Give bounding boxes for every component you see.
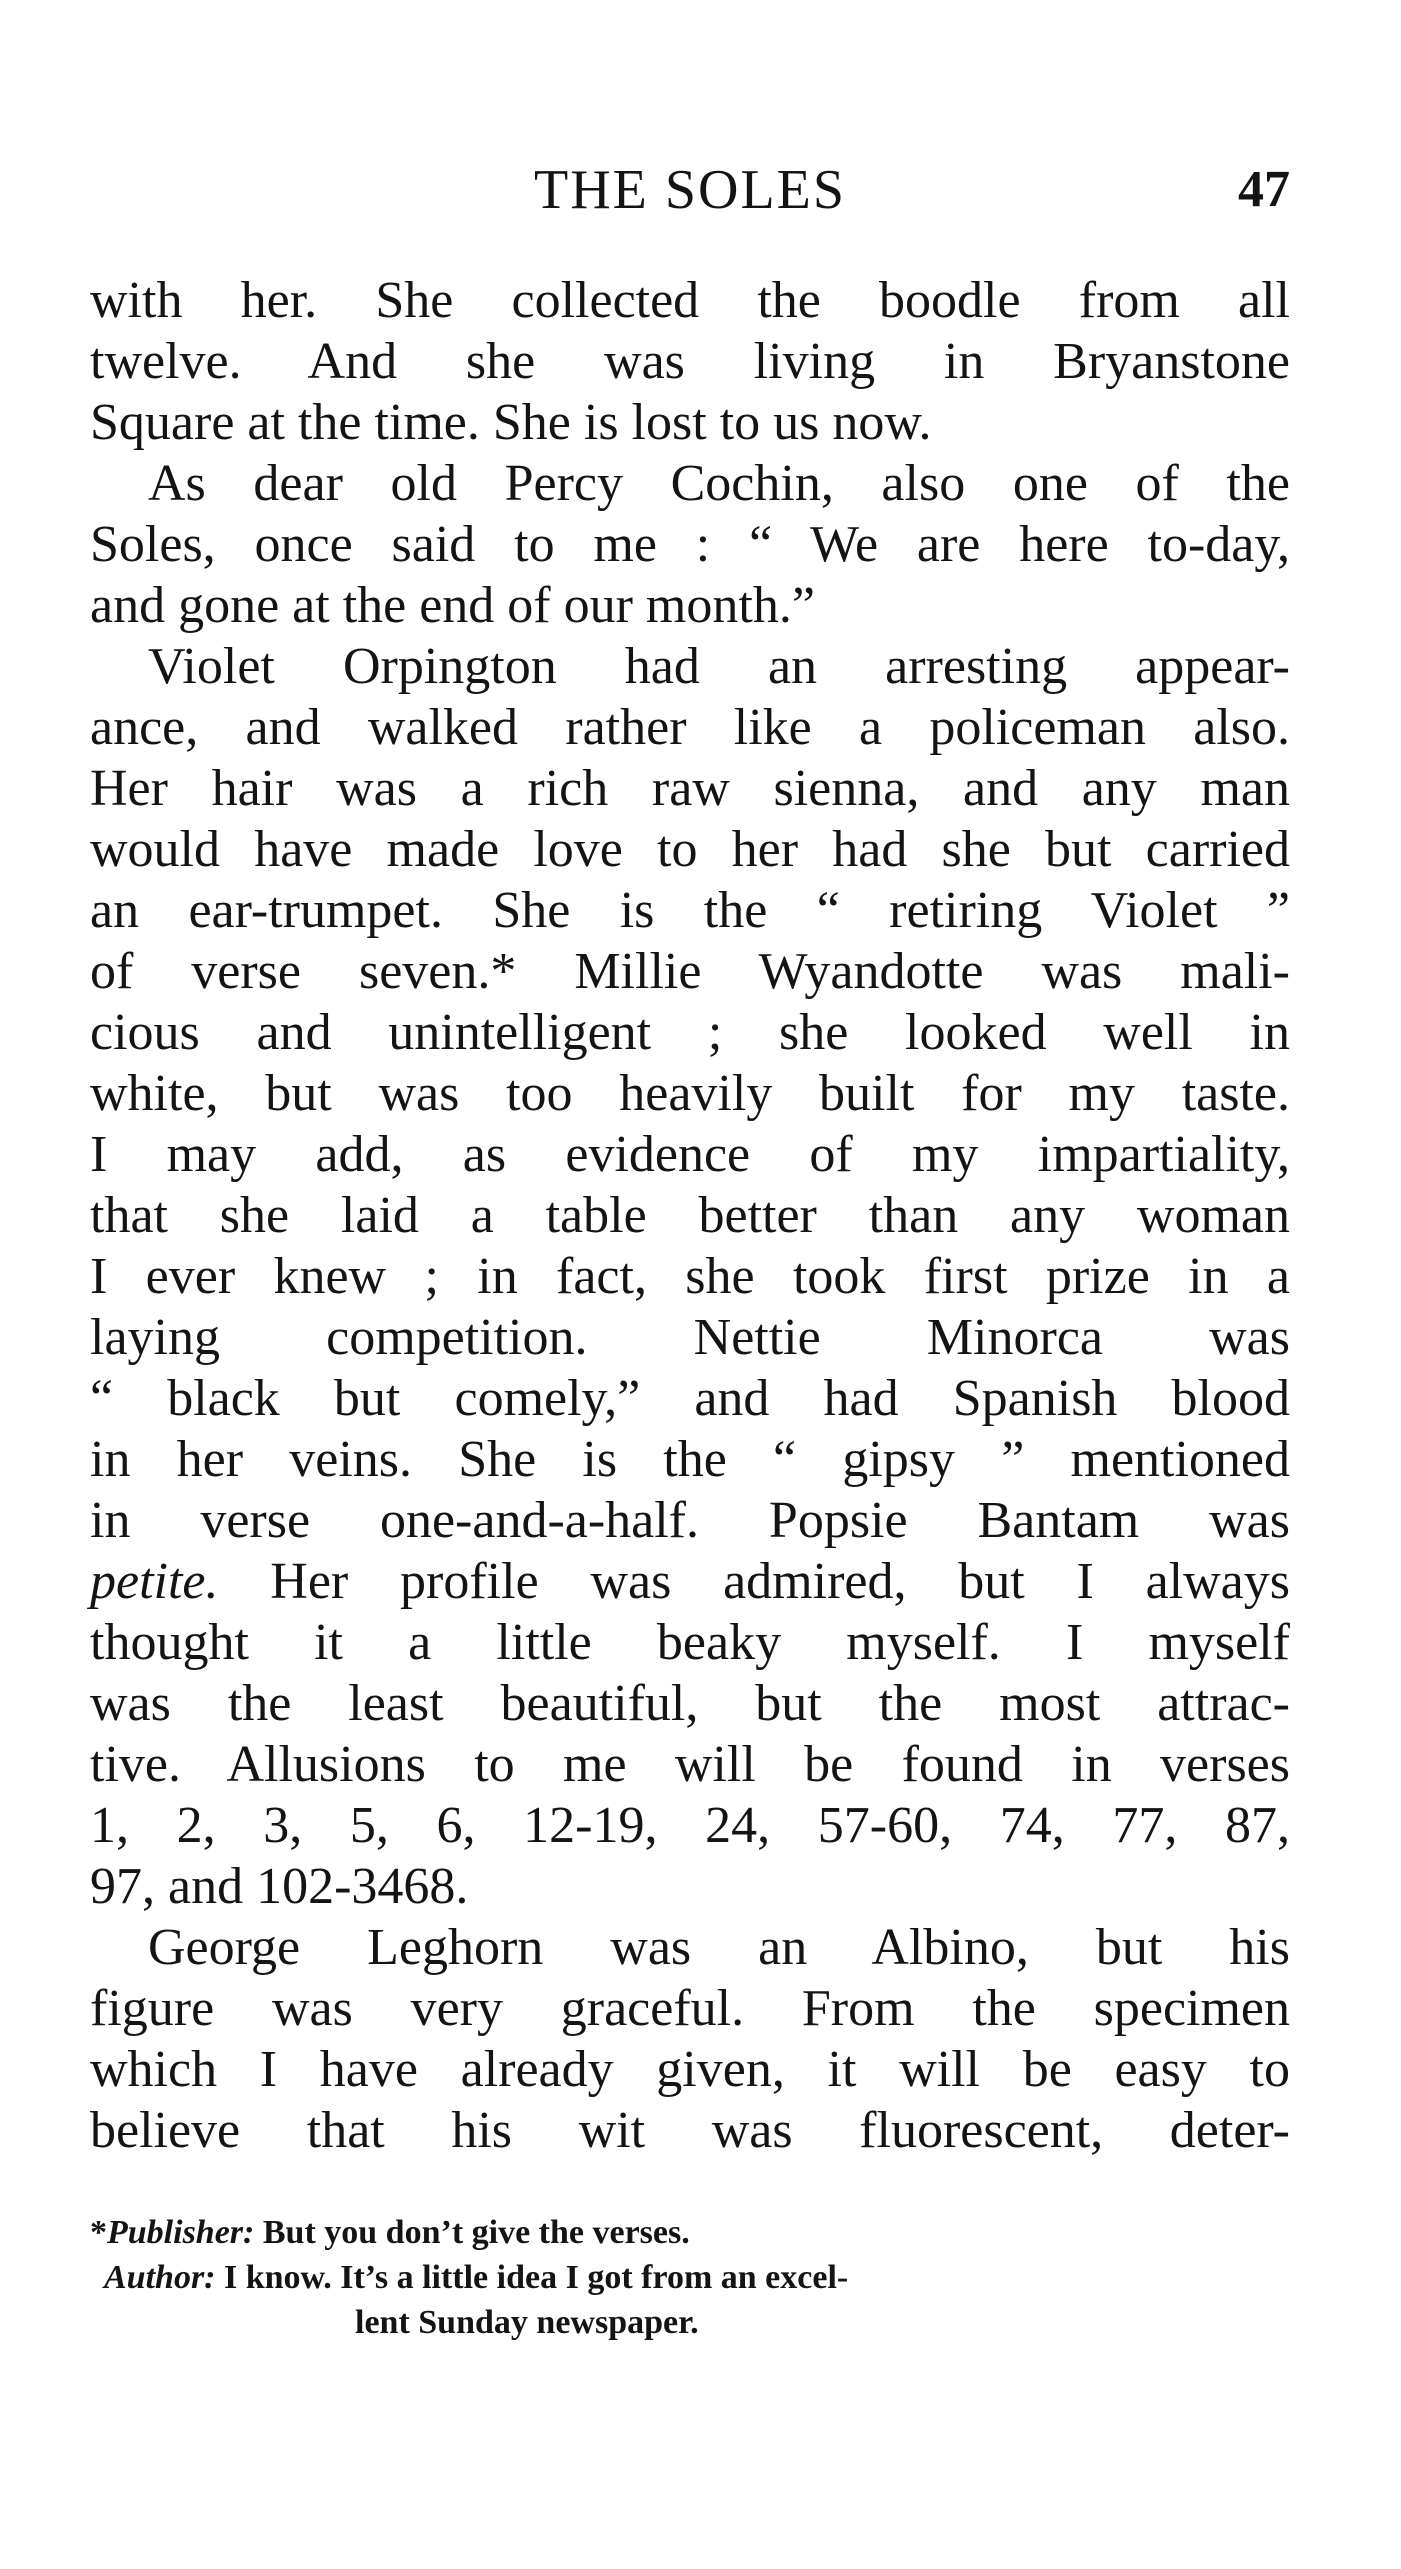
text-fragment: Her profile was admired, but I always bbox=[218, 1553, 1290, 1610]
text-line: I ever knew ; in fact, she took first prize in a bbox=[90, 1248, 1290, 1305]
text-line: Square at the time. She is lost to us now. bbox=[90, 394, 932, 451]
text-line: “ black but comely,” and had Spanish blood bbox=[90, 1370, 1290, 1427]
text-line: and gone at the end of our month.” bbox=[90, 577, 815, 634]
text-line: As dear old Percy Cochin, also one of the bbox=[148, 455, 1290, 512]
text-line: thought it a little beaky myself. I myself bbox=[90, 1614, 1290, 1671]
text-line: with her. She collected the boodle from all bbox=[90, 272, 1290, 329]
footnote-continuation: lent Sunday newspaper. bbox=[355, 2304, 699, 2341]
body-text bbox=[90, 270, 1290, 2161]
text-line: 97, and 102-3468. bbox=[90, 1858, 469, 1915]
text-line: figure was very graceful. From the specimen bbox=[90, 1980, 1290, 2037]
footnote-label-publisher: Publisher: bbox=[107, 2214, 255, 2251]
footnote-text: But you don’t give the verses. bbox=[254, 2214, 690, 2251]
text-line: George Leghorn was an Albino, but his bbox=[148, 1919, 1290, 1976]
text-line: which I have already given, it will be easy to bbox=[90, 2041, 1290, 2098]
text-line: was the least beautiful, but the most attrac- bbox=[90, 1675, 1290, 1732]
footnote-marker: * bbox=[90, 2214, 107, 2251]
text-line: white, but was too heavily built for my taste. bbox=[90, 1065, 1290, 1122]
text-line: in verse one-and-a-half. Popsie Bantam was bbox=[90, 1492, 1290, 1549]
text-line: twelve. And she was living in Bryanstone bbox=[90, 333, 1290, 390]
text-line: that she laid a table better than any woman bbox=[90, 1187, 1290, 1244]
text-line: in her veins. She is the “ gipsy ” mentioned bbox=[90, 1431, 1290, 1488]
italic-word: petite. bbox=[90, 1553, 219, 1610]
running-title: THE SOLES bbox=[534, 159, 846, 221]
text-line: would have made love to her had she but carried bbox=[90, 821, 1290, 878]
text-line: 1, 2, 3, 5, 6, 12-19, 24, 57-60, 74, 77, 87, bbox=[90, 1797, 1290, 1854]
text-line: believe that his wit was fluorescent, deter- bbox=[90, 2102, 1290, 2159]
text-line: ance, and walked rather like a policeman also. bbox=[90, 699, 1290, 756]
page-header bbox=[90, 150, 1290, 230]
text-line bbox=[90, 1551, 1290, 1612]
text-line: Soles, once said to me : “ We are here to-day, bbox=[90, 516, 1290, 573]
footnotes bbox=[90, 2210, 1290, 2345]
text-line: an ear-trumpet. She is the “ retiring Violet ” bbox=[90, 882, 1290, 939]
text-line: laying competition. Nettie Minorca was bbox=[90, 1309, 1290, 1366]
text-line: I may add, as evidence of my impartiality, bbox=[90, 1126, 1290, 1183]
page-number: 47 bbox=[1238, 161, 1290, 218]
footnote-author bbox=[90, 2255, 1290, 2300]
text-line: tive. Allusions to me will be found in verses bbox=[90, 1736, 1290, 1793]
footnote-text: I know. It’s a little idea I got from an excel- bbox=[215, 2259, 849, 2296]
footnote-label-author: Author: bbox=[104, 2259, 216, 2296]
footnote-publisher bbox=[90, 2210, 1290, 2255]
text-line: Her hair was a rich raw sienna, and any man bbox=[90, 760, 1290, 817]
text-line: Violet Orpington had an arresting appear- bbox=[148, 638, 1290, 695]
text-line: cious and unintelligent ; she looked well in bbox=[90, 1004, 1290, 1061]
text-line: of verse seven.* Millie Wyandotte was mali- bbox=[90, 943, 1290, 1000]
